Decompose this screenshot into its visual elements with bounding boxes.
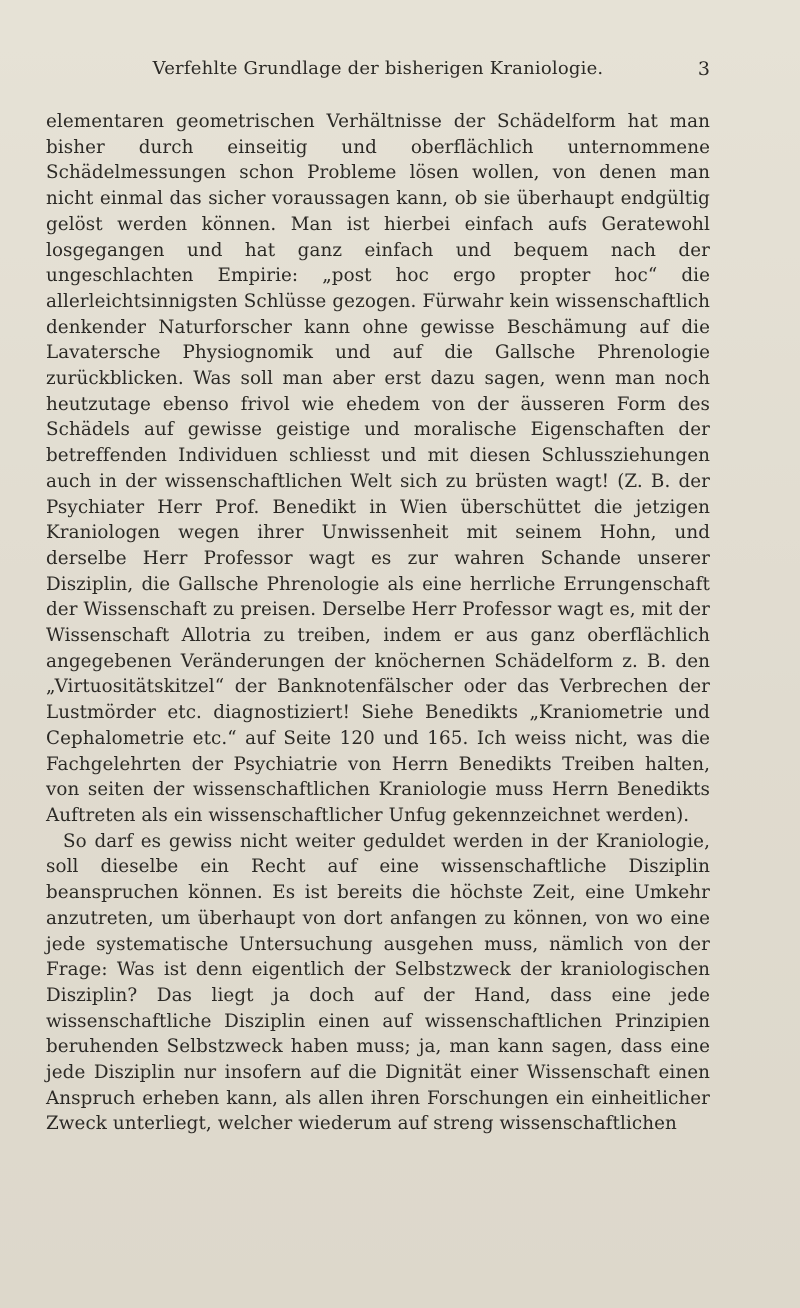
running-title: Verfehlte Grundlage der bisherigen Kraniologie. xyxy=(152,58,604,79)
running-head xyxy=(46,58,710,88)
paragraph-new: So darf es gewiss nicht weiter geduldet werden in der Kraniologie, soll dieselbe ein Recht auf eine wissenschaftliche Disziplin beanspruchen können. Es ist bereits die höchste Zeit, eine Umkehr anzutreten, um überhaupt von dort anfangen zu können, von wo eine jede systematische Untersuchung ausgehen muss, nämlich von der Frage: Was ist denn eigentlich der Selbstzweck der kraniologischen Disziplin? Das liegt ja doch auf der Hand, dass eine jede wissenschaftliche Disziplin einen auf wissenschaftlichen Prinzipien beruhenden Selbstzweck haben muss; ja, man kann sagen, dass eine jede Disziplin nur insofern auf die Dignität einer Wissenschaft einen Anspruch erheben kann, als allen ihren Forschungen ein einheitlicher Zweck unterliegt, welcher wiederum auf streng wissenschaftlichen xyxy=(46,830,710,1135)
paragraph-continued: elementaren geometrischen Verhältnisse der Schädelform hat man bisher durch einseitig und oberflächlich unternommene Schädelmessungen schon Probleme lösen wollen, von denen man nicht einmal das sicher voraussagen kann, ob sie überhaupt endgültig gelöst werden können. Man ist hierbei einfach aufs Geratewohl losgegangen und hat ganz einfach und bequem nach der ungeschlachten Empirie: „post hoc ergo propter hoc“ die allerleichtsinnigsten Schlüsse gezogen. Fürwahr kein wissenschaftlich denkender Naturforscher kann ohne gewisse Beschämung auf die Lavatersche Physiognomik und auf die Gallsche Phrenologie zurückblicken. Was soll man aber erst dazu sagen, wenn man noch heutzutage ebenso frivol wie ehedem von der äusseren Form des Schädels auf gewisse geistige und moralische Eigenschaften der betreffenden Individuen schliesst und mit diesen Schlussziehungen auch in der wissenschaftlichen Welt sich zu brüsten wagt! (Z. B. der Psychiater Herr Prof. Benedikt in Wien überschüttet die jetzigen Kraniologen wegen ihrer Unwissenheit mit seinem Hohn, und derselbe Herr Professor wagt es zur wahren Schande unserer Disziplin, die Gallsche Phrenologie als eine herrliche Errungenschaft der Wissenschaft zu preisen. Derselbe Herr Professor wagt es, mit der Wissenschaft Allotria zu treiben, indem er aus ganz oberflächlich angegebenen Veränderungen der knöchernen Schädelform z. B. den „Virtuositätskitzel“ der Banknotenfälscher oder das Verbrechen der Lustmörder etc. diagnostiziert! Siehe Benedikts „Kraniometrie und Cephalometrie etc.“ auf Seite 120 und 165. Ich weiss nicht, was die Fachgelehrten der Psychiatrie von Herrn Benedikts Treiben halten, von seiten der wissenschaftlichen Kraniologie muss Herrn Benedikts Auftreten als ein wissenschaftlicher Unfug gekennzeichnet werden). xyxy=(46,111,710,826)
page-number: 3 xyxy=(697,58,710,80)
body-text xyxy=(46,109,710,1137)
